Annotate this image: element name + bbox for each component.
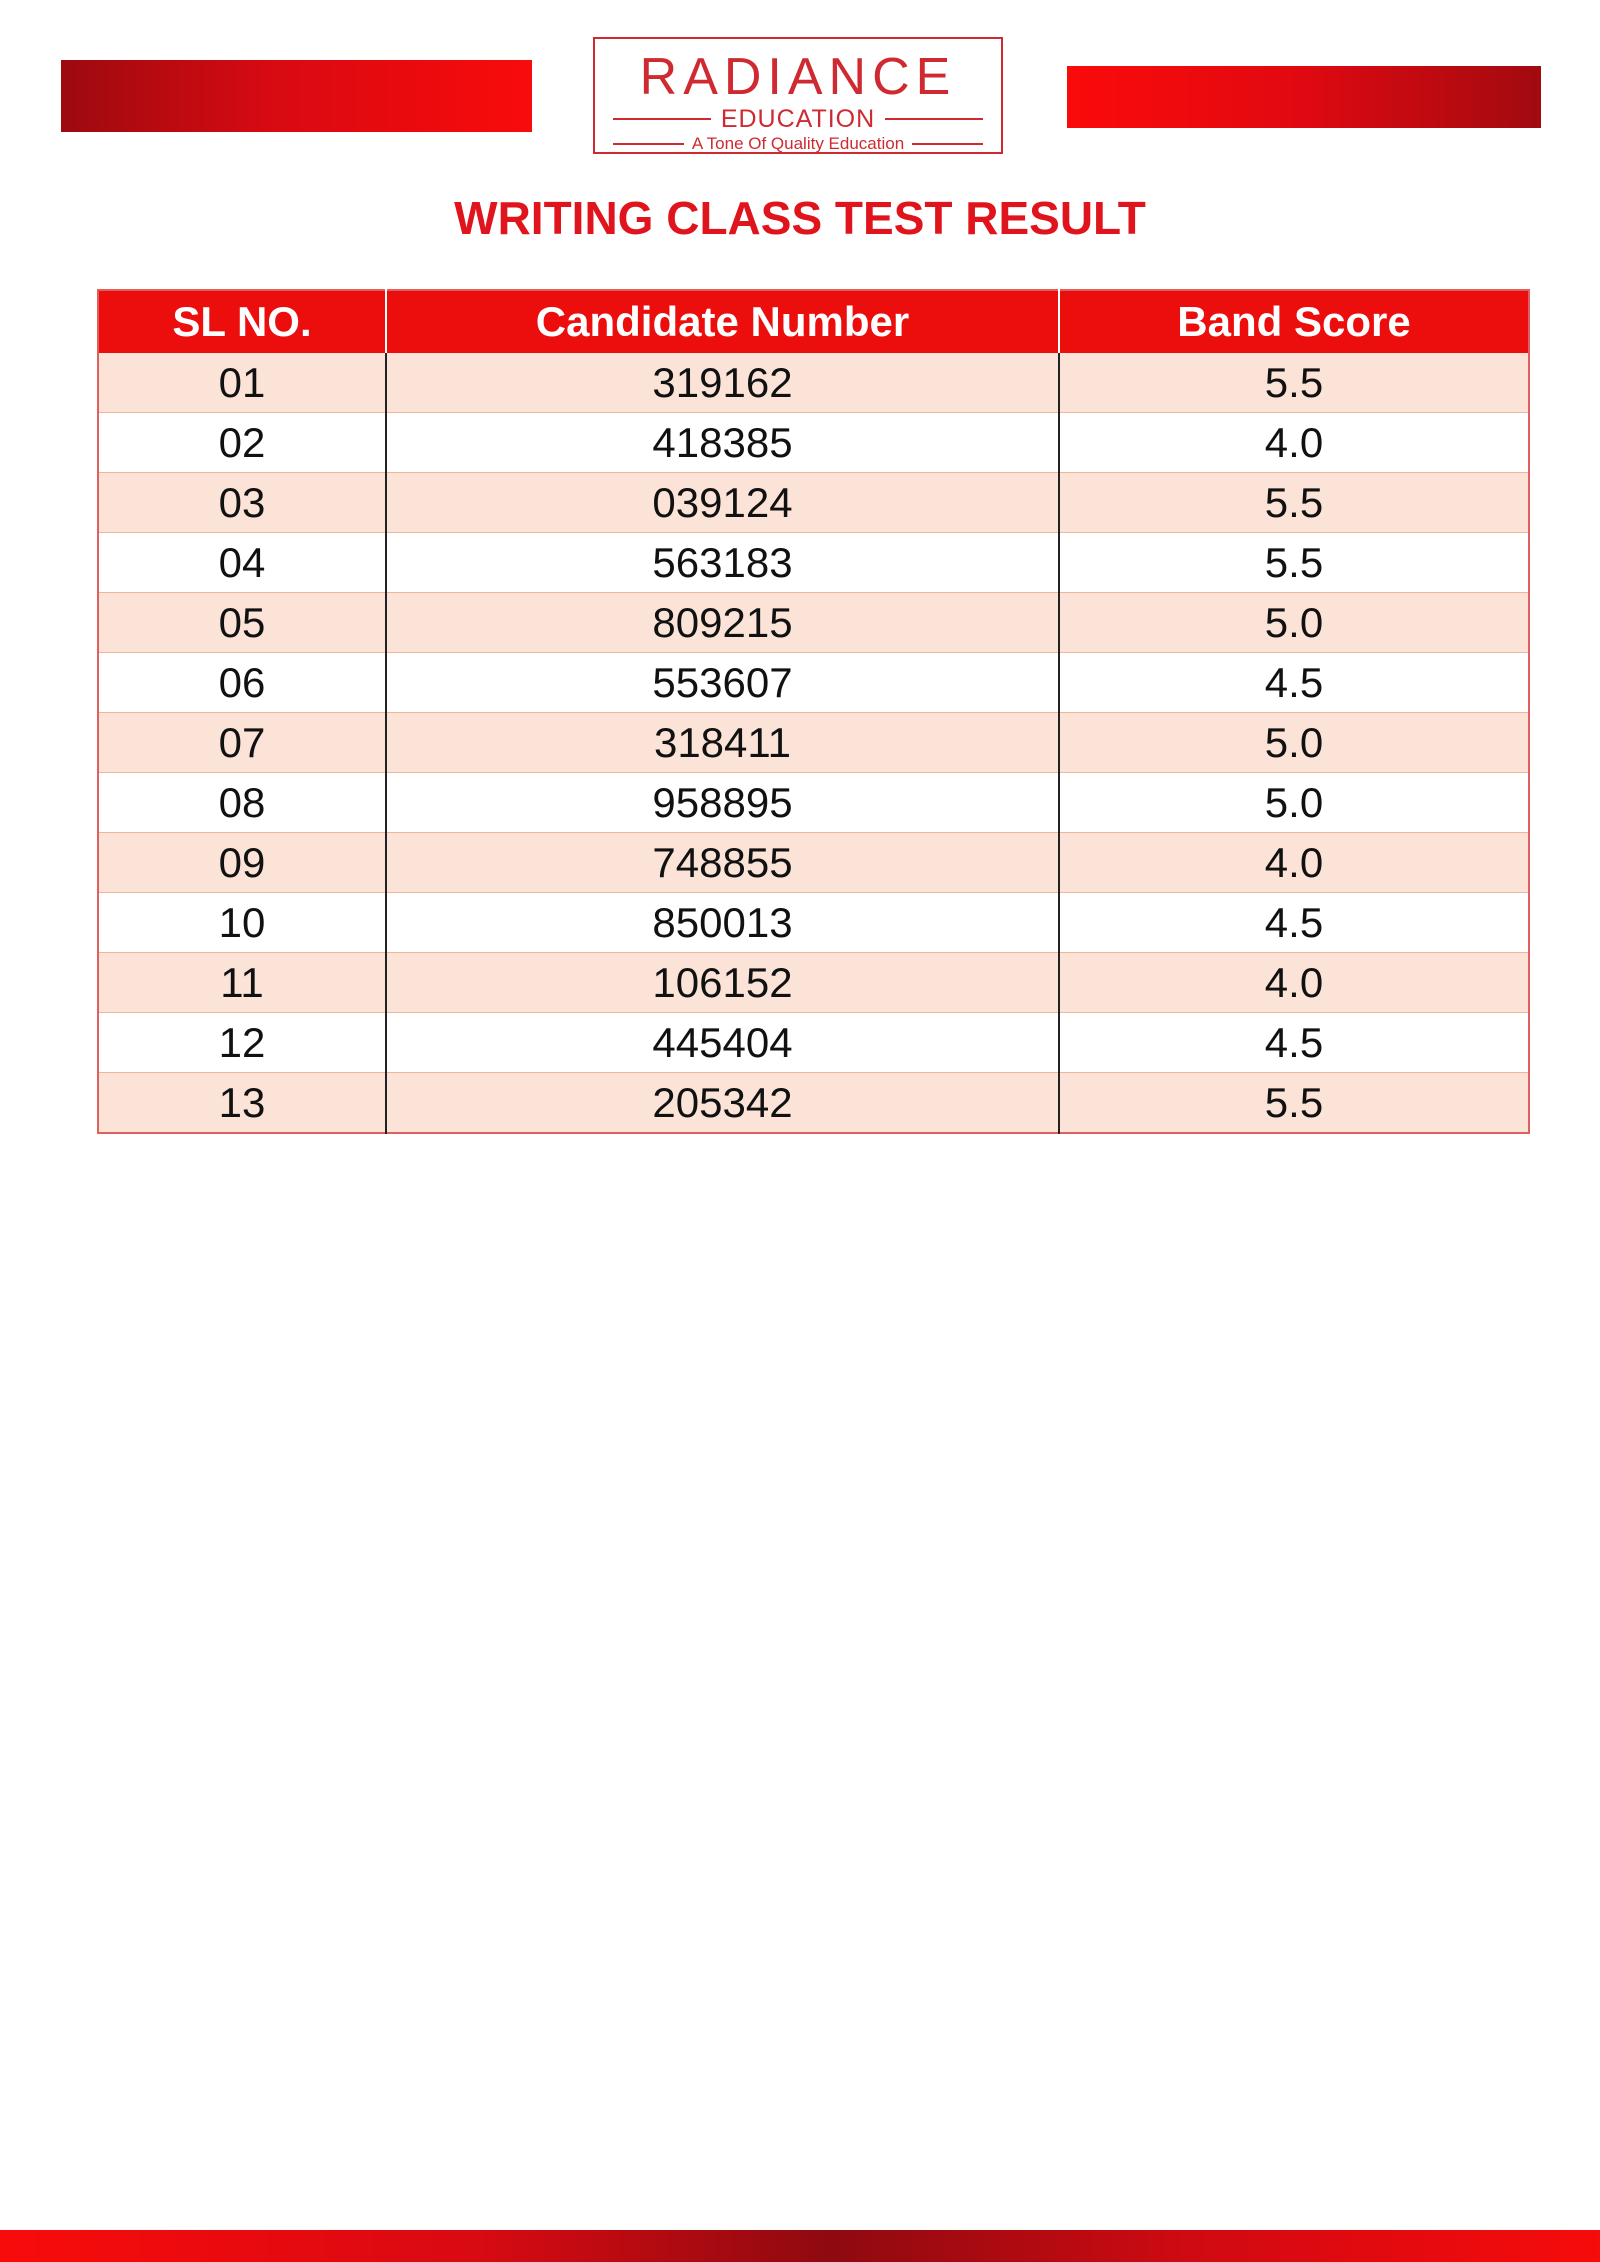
cell-band-score: 4.0	[1059, 953, 1529, 1013]
cell-band-score: 5.5	[1059, 1073, 1529, 1134]
header-decor-bar-left	[61, 60, 532, 132]
cell-candidate-number: 418385	[386, 413, 1059, 473]
cell-sl-no: 06	[98, 653, 386, 713]
header-band-score: Band Score	[1059, 290, 1529, 353]
table-row	[98, 713, 1529, 773]
cell-candidate-number: 106152	[386, 953, 1059, 1013]
cell-band-score: 5.0	[1059, 773, 1529, 833]
logo-tagline: A Tone Of Quality Education	[691, 134, 905, 153]
cell-candidate-number: 319162	[386, 353, 1059, 413]
cell-candidate-number: 958895	[386, 773, 1059, 833]
header-candidate-number: Candidate Number	[386, 290, 1059, 353]
table-row	[98, 1073, 1529, 1134]
cell-band-score: 4.0	[1059, 413, 1529, 473]
cell-candidate-number: 563183	[386, 533, 1059, 593]
table-row	[98, 533, 1529, 593]
cell-sl-no: 12	[98, 1013, 386, 1073]
table-row	[98, 653, 1529, 713]
logo-rule	[613, 143, 684, 145]
cell-candidate-number: 039124	[386, 473, 1059, 533]
logo-rule	[613, 118, 711, 120]
header-sl-no: SL NO.	[98, 290, 386, 353]
cell-sl-no: 05	[98, 593, 386, 653]
cell-band-score: 5.5	[1059, 533, 1529, 593]
cell-candidate-number: 553607	[386, 653, 1059, 713]
table-row	[98, 353, 1529, 413]
cell-band-score: 5.5	[1059, 353, 1529, 413]
cell-band-score: 5.0	[1059, 593, 1529, 653]
page-title: WRITING CLASS TEST RESULT	[454, 192, 1146, 244]
cell-sl-no: 08	[98, 773, 386, 833]
cell-sl-no: 07	[98, 713, 386, 773]
cell-sl-no: 10	[98, 893, 386, 953]
cell-band-score: 5.5	[1059, 473, 1529, 533]
cell-candidate-number: 748855	[386, 833, 1059, 893]
logo-tagline-row	[595, 133, 1001, 155]
cell-sl-no: 11	[98, 953, 386, 1013]
cell-band-score: 4.0	[1059, 833, 1529, 893]
cell-candidate-number: 850013	[386, 893, 1059, 953]
logo-subtitle-row	[595, 105, 1001, 133]
radiance-logo	[593, 37, 1003, 154]
table-row	[98, 953, 1529, 1013]
table-row	[98, 473, 1529, 533]
table-row	[98, 1013, 1529, 1073]
results-table-body	[98, 353, 1529, 1133]
table-row	[98, 893, 1529, 953]
footer-decor-bar	[0, 2230, 1600, 2262]
table-row	[98, 773, 1529, 833]
header-decor-bar-right	[1067, 66, 1541, 128]
cell-band-score: 5.0	[1059, 713, 1529, 773]
cell-sl-no: 03	[98, 473, 386, 533]
cell-candidate-number: 318411	[386, 713, 1059, 773]
cell-candidate-number: 205342	[386, 1073, 1059, 1134]
logo-rule	[885, 118, 983, 120]
cell-candidate-number: 809215	[386, 593, 1059, 653]
cell-candidate-number: 445404	[386, 1013, 1059, 1073]
table-row	[98, 833, 1529, 893]
cell-band-score: 4.5	[1059, 1013, 1529, 1073]
logo-subtitle: EDUCATION	[720, 105, 876, 133]
table-row	[98, 413, 1529, 473]
cell-band-score: 4.5	[1059, 893, 1529, 953]
cell-sl-no: 13	[98, 1073, 386, 1134]
table-header-row	[98, 290, 1529, 353]
table-row	[98, 593, 1529, 653]
cell-sl-no: 04	[98, 533, 386, 593]
cell-band-score: 4.5	[1059, 653, 1529, 713]
results-table	[97, 289, 1530, 1134]
logo-rule	[912, 143, 983, 145]
logo-name: RADIANCE	[639, 48, 957, 106]
cell-sl-no: 01	[98, 353, 386, 413]
cell-sl-no: 09	[98, 833, 386, 893]
cell-sl-no: 02	[98, 413, 386, 473]
